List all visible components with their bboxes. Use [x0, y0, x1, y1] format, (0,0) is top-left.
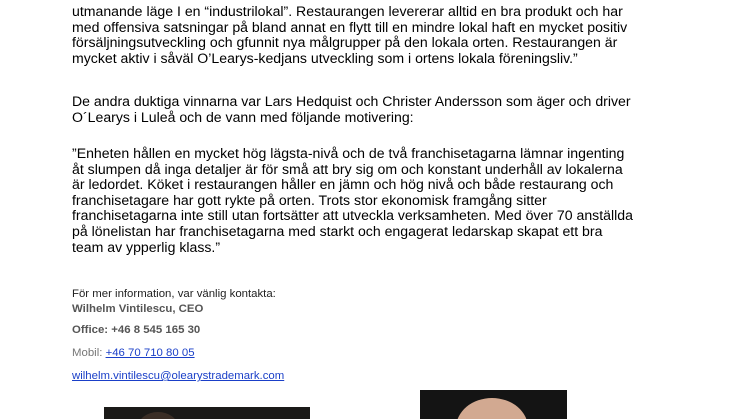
text-line: team av ypperlig klass.”: [72, 238, 221, 255]
winners-photo-left: [104, 407, 310, 419]
text-line: De andra duktiga vinnarna var Lars Hedquist och Christer Andersson som äger och driver: [72, 93, 631, 109]
text-line: mycket aktiv i såväl O’Learys-kedjans utveckling som i ortens lokala föreningsliv.”: [72, 49, 578, 66]
text-line: ”Enheten hållen en mycket hög lägsta-nivå och de två franchisetagarna lämnar ingenting: [72, 145, 625, 161]
contact-email: [72, 370, 284, 383]
text-line: är ledordet. Köket i restaurangen håller en jämn och hög nivå och både restaurang och: [72, 176, 614, 193]
mobile-phone-link[interactable]: +46 70 710 80 05: [105, 347, 195, 359]
paragraph-other-winners: [72, 94, 712, 125]
text-line: åt slumpen då inga detaljer är för små att bry sig om och konstant underhåll av lokalerna: [72, 160, 623, 177]
paragraph-jury-motivation-2: [72, 146, 712, 255]
text-line: utmanande läge I en “industrilokal”. Restaurangen levererar alltid en bra produkt och har: [72, 3, 623, 19]
email-link[interactable]: wilhelm.vintilescu@olearystrademark.com: [72, 370, 285, 382]
contact-mobile: [72, 347, 195, 360]
photo-figure: [138, 412, 178, 419]
text-line: med offensiva satsningar på bland annat en flytt till en mindre lokal haft en mycket positiv: [72, 18, 628, 35]
portrait-head: [456, 398, 528, 419]
mobile-label: Mobil:: [72, 347, 106, 359]
paragraph-jury-motivation-1: [72, 4, 712, 66]
contact-office-phone: Office: +46 8 545 165 30: [72, 324, 201, 336]
text-line: franchisetagarna inte still utan fortsätter att utveckla verksamheten. Med över 70 anställda: [72, 207, 633, 224]
text-line: franchisetagare har gott rykte på orten. Trots stor ekonomisk framgång sitter: [72, 191, 547, 208]
text-line: på lönelistan har franchisetagarna med starkt och engagerat ledarskap skapat ett bra: [72, 222, 603, 239]
text-line: O´Learys i Luleå och de vann med följande motivering:: [72, 108, 414, 125]
contact-intro: För mer information, var vänlig kontakta:: [72, 288, 276, 300]
text-line: försäljningsutveckling och gfunnit nya målgrupper på den lokala orten. Restaurangen är: [72, 34, 618, 51]
winner-portrait-right: [420, 390, 567, 419]
contact-name: Wilhelm Vintilescu, CEO: [72, 303, 204, 315]
